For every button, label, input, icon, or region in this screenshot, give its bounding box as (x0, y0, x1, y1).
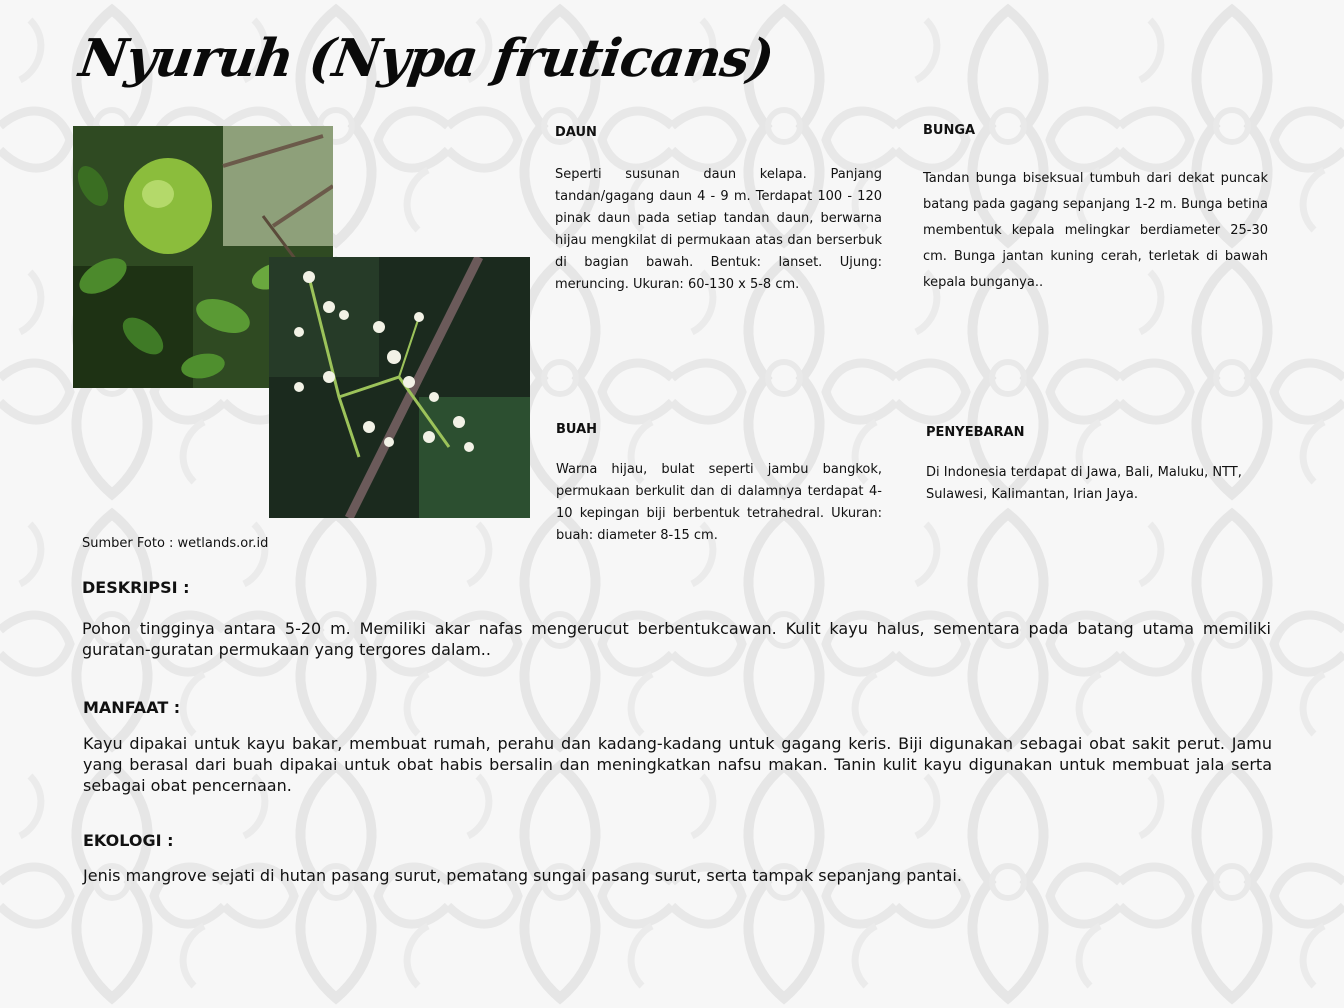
bunga-heading: BUNGA (923, 123, 976, 138)
photo-source-caption: Sumber Foto : wetlands.or.id (82, 536, 269, 551)
penyebaran-heading: PENYEBARAN (926, 425, 1025, 440)
buah-heading: BUAH (556, 422, 598, 437)
penyebaran-text: Di Indonesia terdapat di Jawa, Bali, Maluku, NTT, Sulawesi, Kalimantan, Irian Jaya. (926, 465, 1242, 502)
page-title: Nyuruh (Nypa fruticans) (75, 28, 777, 89)
daun-text: Seperti susunan daun kelapa. Panjang tandan/gagang daun 4 - 9 m. Terdapat 100 - 120 pinak daun pada setiap tandan daun, berwarna hijau mengkilat di permukaan atas dan berserbuk di bagian bawah. Bentuk: lanset. Ujung: meruncing. Ukuran: 60-130 x 5-8 cm. (555, 167, 882, 292)
bunga-text: Tandan bunga biseksual tumbuh dari dekat puncak batang pada gagang sepanjang 1-2 m. Bunga betina membentuk kepala melingkar berdiameter 25-30 cm. Bunga jantan kuning cerah, terletak di bawah kepala bunganya.. (923, 171, 1268, 290)
daun-heading: DAUN (555, 125, 597, 140)
manfaat-text: Kayu dipakai untuk kayu bakar, membuat rumah, perahu dan kadang-kadang untuk gagang keris. Biji digunakan sebagai obat sakit perut. Jamu yang berasal dari buah dipakai untuk obat habis bersalin dan meningkatkan nafsu makan. Tanin kulit kayu digunakan untuk membuat jala serta sebagai obat pencernaan. (83, 734, 1272, 795)
flower-photo (269, 257, 530, 518)
buah-text: Warna hijau, bulat seperti jambu bangkok, permukaan berkulit dan di dalamnya terdapat 4-10 kepingan biji berbentuk tetrahedral. Ukuran: buah: diameter 8-15 cm. (556, 462, 882, 543)
deskripsi-heading: DESKRIPSI : (82, 578, 190, 597)
ekologi-heading: EKOLOGI : (83, 831, 174, 850)
manfaat-heading: MANFAAT : (83, 698, 181, 717)
deskripsi-text: Pohon tingginya antara 5-20 m. Memiliki akar nafas mengerucut berbentukcawan. Kulit kayu halus, sementara pada batang utama memiliki guratan-guratan permukaan yang tergores dalam.. (82, 619, 1271, 659)
ekologi-text: Jenis mangrove sejati di hutan pasang surut, pematang sungai pasang surut, serta tampak sepanjang pantai. (83, 866, 962, 885)
